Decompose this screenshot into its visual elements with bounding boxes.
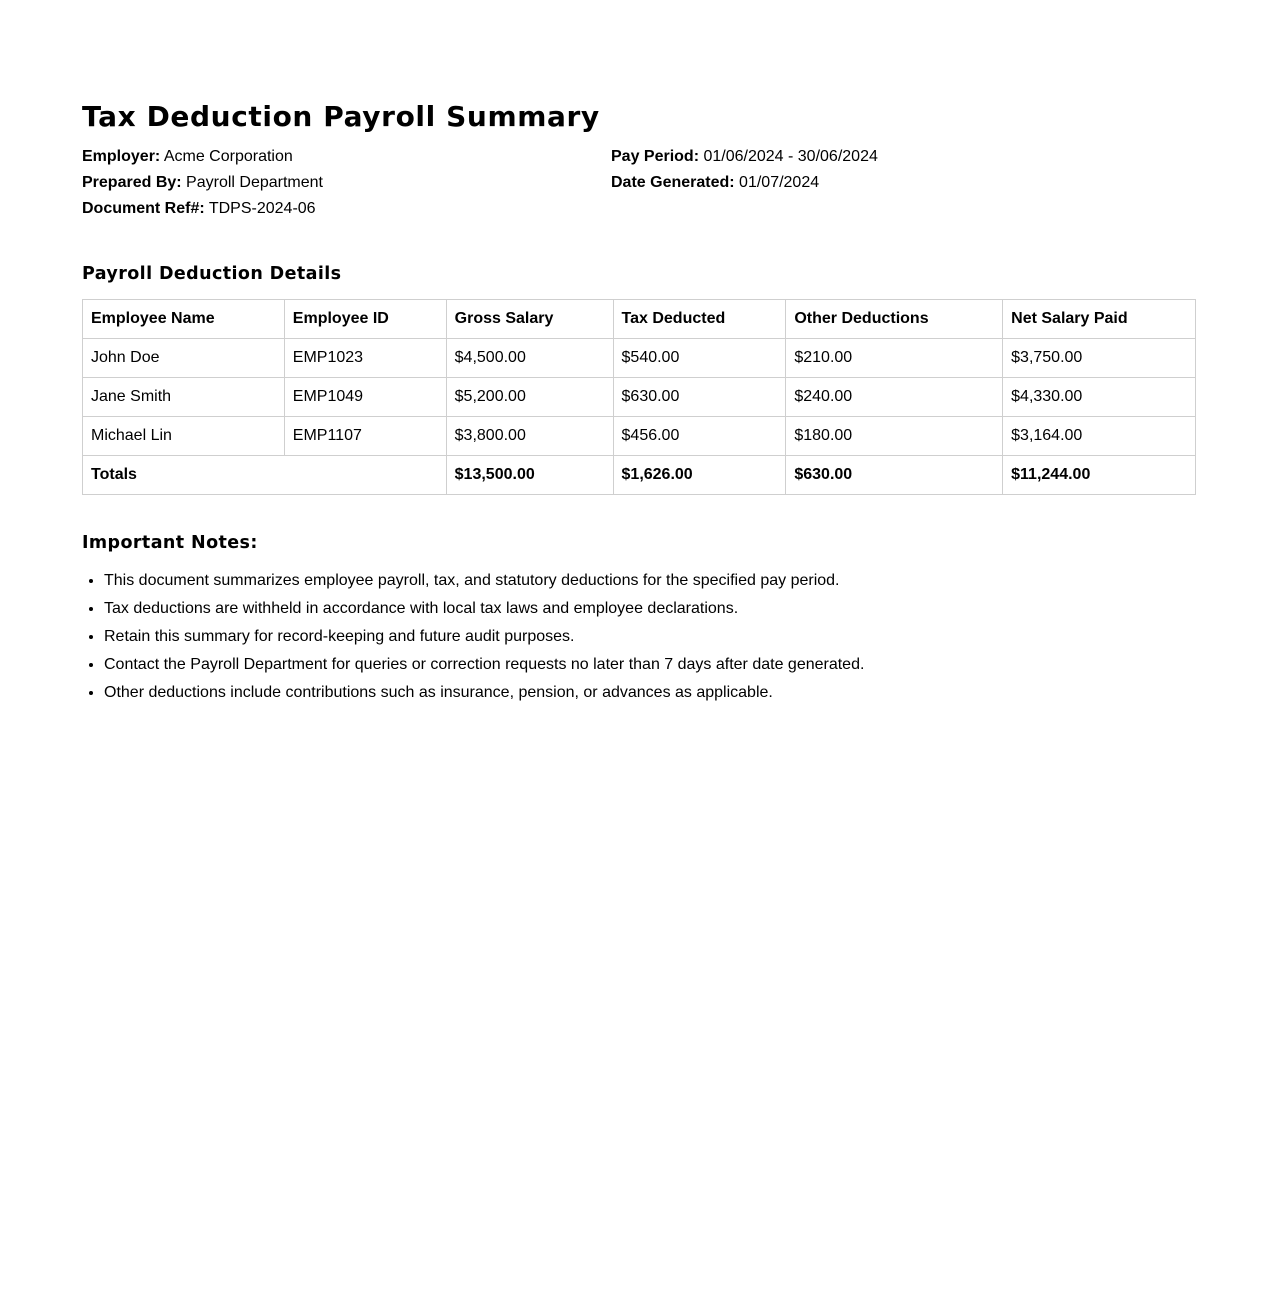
prepared-by-label: Prepared By: xyxy=(82,174,182,191)
employer-label: Employer: xyxy=(82,148,161,165)
header-net-salary-paid: Net Salary Paid xyxy=(1003,300,1196,339)
employer-line xyxy=(82,144,611,170)
note-item: • Retain this summary for record-keeping and future audit purposes. xyxy=(104,623,1196,651)
document-ref-label: Document Ref#: xyxy=(82,200,205,217)
header-tax-deducted: Tax Deducted xyxy=(613,300,786,339)
total-gross-salary: $13,500.00 xyxy=(446,456,613,495)
table-header-row xyxy=(83,300,1196,339)
cell-other-deductions: $240.00 xyxy=(786,378,1003,417)
note-item: • Contact the Payroll Department for queries or correction requests no later than 7 days after date generated. xyxy=(104,651,1196,679)
header-other-deductions: Other Deductions xyxy=(786,300,1003,339)
total-tax-deducted: $1,626.00 xyxy=(613,456,786,495)
prepared-by-value: Payroll Department xyxy=(186,174,323,191)
cell-tax-deducted: $630.00 xyxy=(613,378,786,417)
document-ref-line xyxy=(82,196,611,222)
table-row xyxy=(83,417,1196,456)
prepared-by-line xyxy=(82,170,611,196)
notes-list xyxy=(82,567,1196,707)
total-net-salary-paid: $11,244.00 xyxy=(1003,456,1196,495)
date-generated-value: 01/07/2024 xyxy=(739,174,820,191)
cell-employee-id: EMP1049 xyxy=(284,378,446,417)
date-generated-label: Date Generated: xyxy=(611,174,735,191)
cell-employee-name: John Doe xyxy=(83,339,285,378)
cell-other-deductions: $180.00 xyxy=(786,417,1003,456)
pay-period-value: 01/06/2024 - 30/06/2024 xyxy=(703,148,878,165)
pay-period-line xyxy=(611,144,1140,170)
document-meta xyxy=(82,144,1196,222)
cell-net-salary-paid: $4,330.00 xyxy=(1003,378,1196,417)
notes-section-title: Important Notes: xyxy=(82,533,258,553)
employer-value: Acme Corporation xyxy=(163,148,293,165)
totals-label: Totals xyxy=(83,456,447,495)
cell-gross-salary: $3,800.00 xyxy=(446,417,613,456)
pay-period-label: Pay Period: xyxy=(611,148,700,165)
header-employee-name: Employee Name xyxy=(83,300,285,339)
note-item: • Other deductions include contributions such as insurance, pension, or advances as applicable. xyxy=(104,679,1196,707)
note-item: • Tax deductions are withheld in accordance with local tax laws and employee declarations. xyxy=(104,595,1196,623)
cell-tax-deducted: $540.00 xyxy=(613,339,786,378)
note-item: • This document summarizes employee payroll, tax, and statutory deductions for the specified pay period. xyxy=(104,567,1196,595)
document-title: Tax Deduction Payroll Summary xyxy=(82,100,600,133)
table-row xyxy=(83,378,1196,417)
cell-employee-id: EMP1023 xyxy=(284,339,446,378)
table-row xyxy=(83,339,1196,378)
cell-gross-salary: $4,500.00 xyxy=(446,339,613,378)
cell-employee-name: Michael Lin xyxy=(83,417,285,456)
table-section-title: Payroll Deduction Details xyxy=(82,264,342,284)
date-generated-line xyxy=(611,170,1140,196)
header-employee-id: Employee ID xyxy=(284,300,446,339)
totals-row xyxy=(83,456,1196,495)
cell-tax-deducted: $456.00 xyxy=(613,417,786,456)
document-ref-value: TDPS-2024-06 xyxy=(208,200,316,217)
cell-other-deductions: $210.00 xyxy=(786,339,1003,378)
total-other-deductions: $630.00 xyxy=(786,456,1003,495)
cell-employee-id: EMP1107 xyxy=(284,417,446,456)
cell-net-salary-paid: $3,750.00 xyxy=(1003,339,1196,378)
header-gross-salary: Gross Salary xyxy=(446,300,613,339)
meta-left-column xyxy=(82,144,611,222)
cell-gross-salary: $5,200.00 xyxy=(446,378,613,417)
cell-employee-name: Jane Smith xyxy=(83,378,285,417)
payroll-table xyxy=(82,299,1196,495)
meta-right-column xyxy=(611,144,1140,222)
cell-net-salary-paid: $3,164.00 xyxy=(1003,417,1196,456)
